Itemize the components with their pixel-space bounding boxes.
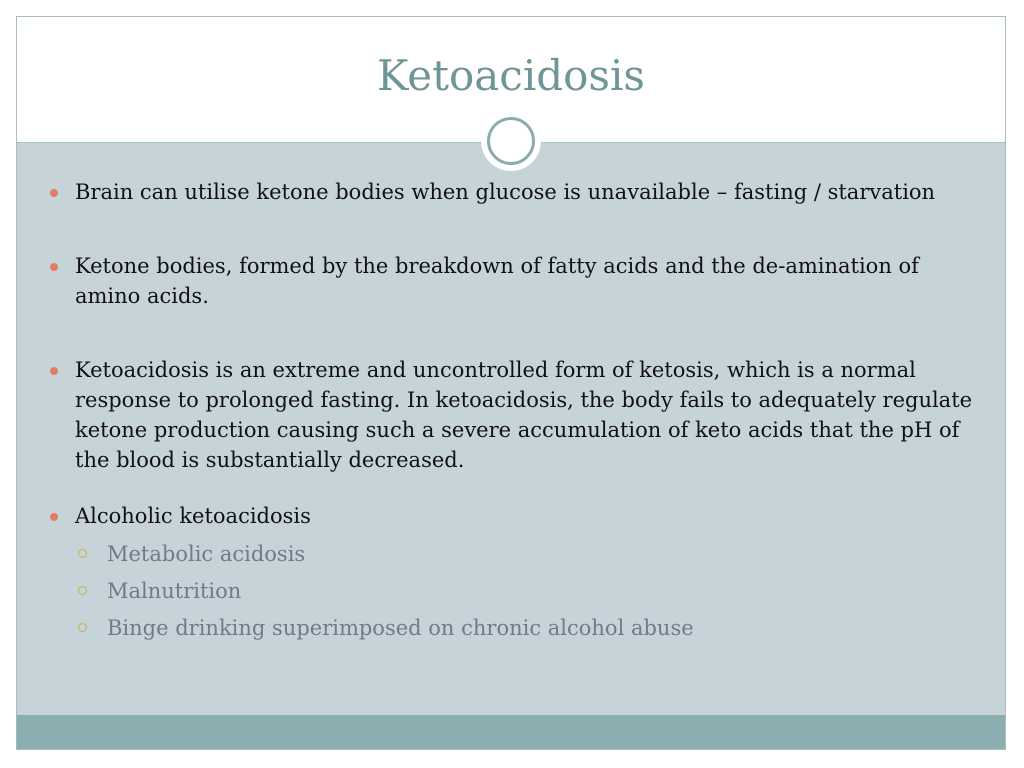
bullet-item bbox=[47, 355, 987, 475]
bullet-text: Brain can utilise ketone bodies when glucose is unavailable – fasting / starvation bbox=[75, 180, 936, 204]
bullet-dot-icon bbox=[50, 263, 58, 271]
bullet-item bbox=[47, 177, 987, 207]
bullet-dot-icon bbox=[50, 367, 58, 375]
bullet-item bbox=[47, 501, 987, 531]
circle-ornament-icon bbox=[481, 111, 541, 171]
bullet-text: Ketone bodies, formed by the breakdown of fatty acids and the de-amination of amino acids. bbox=[75, 254, 919, 308]
slide bbox=[16, 16, 1006, 750]
sub-bullet-text: Malnutrition bbox=[107, 579, 242, 603]
bullet-dot-icon bbox=[50, 513, 58, 521]
sub-bullet-item bbox=[47, 539, 987, 569]
sub-bullet-item bbox=[47, 613, 987, 643]
sub-bullet-text: Binge drinking superimposed on chronic alcohol abuse bbox=[107, 616, 694, 640]
bullet-dot-icon bbox=[50, 189, 58, 197]
sub-bullet-ring-icon bbox=[78, 586, 87, 595]
bullet-text: Alcoholic ketoacidosis bbox=[75, 504, 311, 528]
content-body bbox=[47, 177, 987, 650]
sub-bullet-ring-icon bbox=[78, 623, 87, 632]
slide-title: Ketoacidosis bbox=[377, 51, 645, 100]
bullet-text: Ketoacidosis is an extreme and uncontrolled form of ketosis, which is a normal response to prolonged fasting. In ketoacidosis, the body fails to adequately regulate ketone production causing such a severe accumulation of keto acids that the pH of the blood is substantially decreased. bbox=[75, 358, 973, 472]
ring-icon bbox=[487, 117, 535, 165]
footer-bar bbox=[17, 715, 1005, 749]
sub-bullet-text: Metabolic acidosis bbox=[107, 542, 306, 566]
sub-bullet-item bbox=[47, 576, 987, 606]
sub-bullet-ring-icon bbox=[78, 549, 87, 558]
bullet-item bbox=[47, 251, 987, 311]
